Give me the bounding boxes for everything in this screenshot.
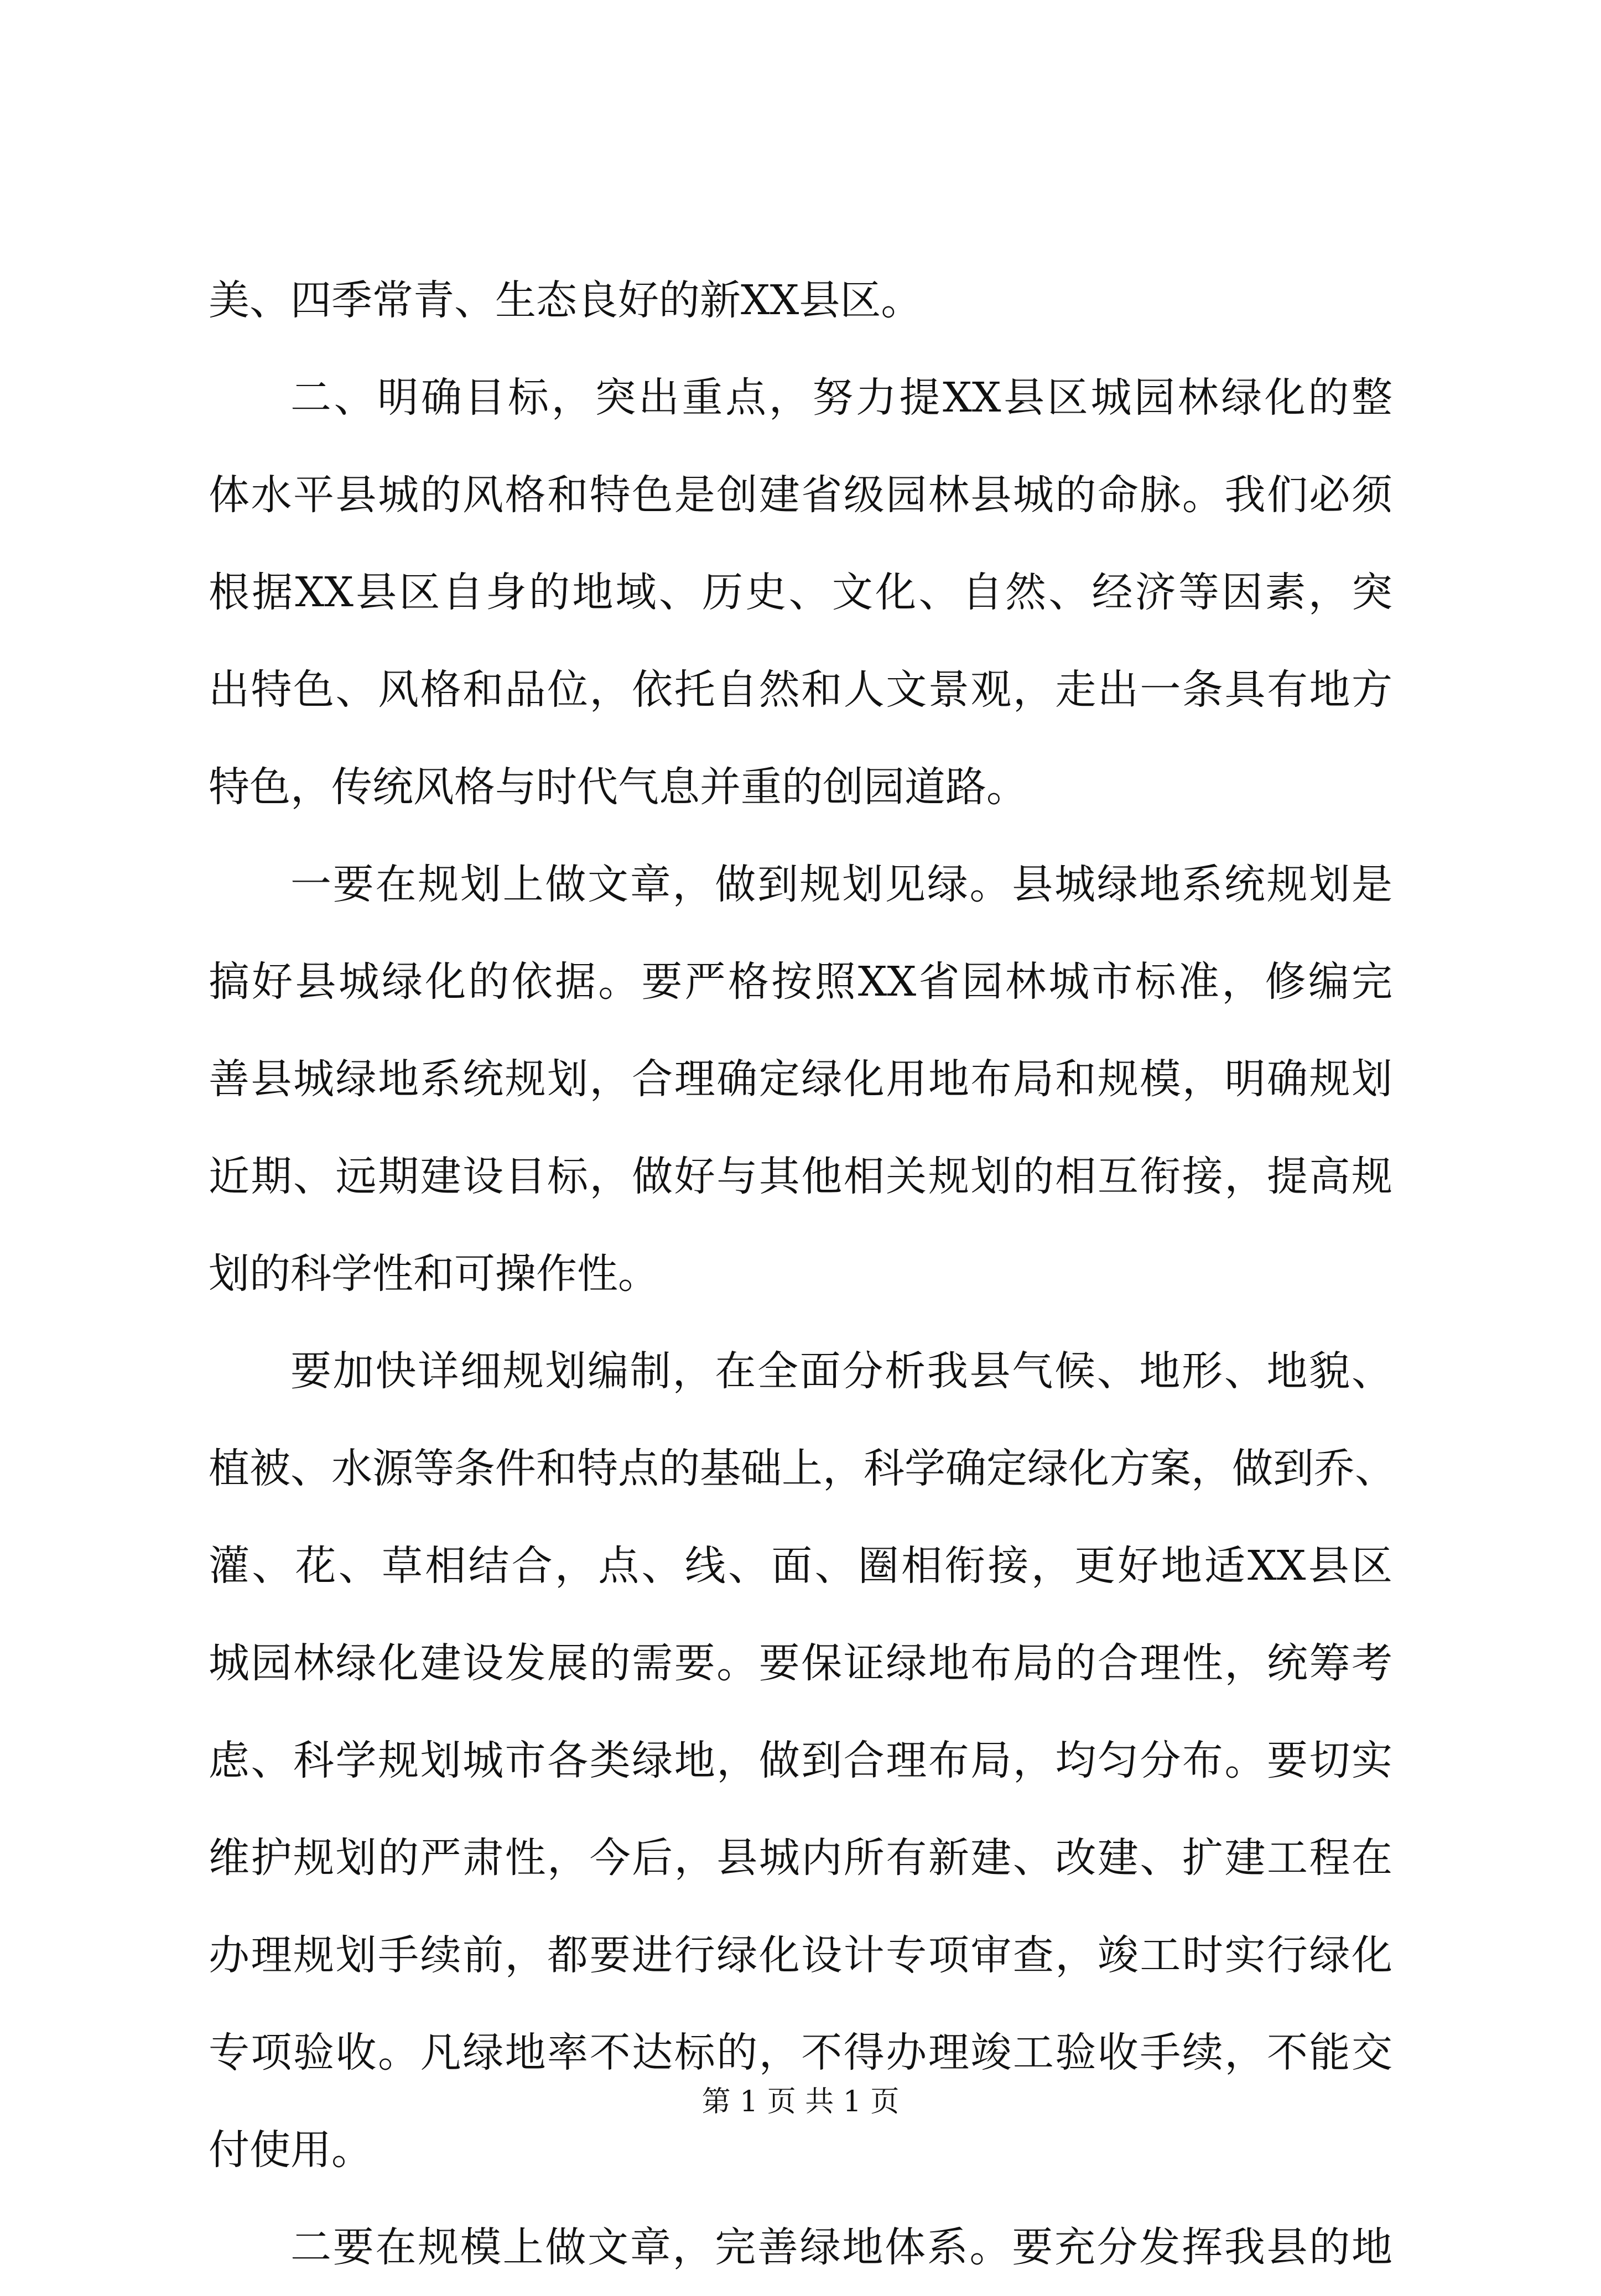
body-text — [209, 252, 1396, 2296]
text-line: 要加快详细规划编制，在全面分析我县气候、地形、地貌、 — [290, 1347, 1392, 1395]
text-line: 维护规划的严肃性，今后，县城内所有新建、改建、扩建工程在 — [209, 1834, 1392, 1882]
text-line: 特色，传统风格与时代气息并重的创园道路。 — [209, 763, 1027, 811]
text-line: 根据XX县区自身的地域、历史、文化、自然、经济等因素，突 — [209, 569, 1392, 616]
text-line: 二要在规模上做文章，完善绿地体系。要充分发挥我县的地 — [290, 2224, 1392, 2271]
text-line: 体水平县城的风格和特色是创建省级园林县城的命脉。我们必须 — [209, 471, 1392, 519]
page-footer — [0, 2080, 1601, 2124]
text-line: 一要在规划上做文章，做到规划见绿。县城绿地系统规划是 — [290, 861, 1392, 908]
text-line: 城园林绿化建设发展的需要。要保证绿地布局的合理性，统筹考 — [209, 1639, 1392, 1687]
text-line: 虑、科学规划城市各类绿地，做到合理布局，均匀分布。要切实 — [209, 1737, 1392, 1784]
text-line: 善县城绿地系统规划，合理确定绿化用地布局和规模，明确规划 — [209, 1055, 1392, 1103]
text-line: 灌、花、草相结合，点、线、面、圈相衔接，更好地适XX县区 — [209, 1542, 1392, 1590]
text-line: 出特色、风格和品位，依托自然和人文景观，走出一条具有地方 — [209, 666, 1392, 714]
text-line: 划的科学性和可操作性。 — [209, 1250, 659, 1298]
text-line: 搞好县城绿化的依据。要严格按照XX省园林城市标准，修编完 — [209, 958, 1392, 1006]
text-line: 近期、远期建设目标，做好与其他相关规划的相互衔接，提高规 — [209, 1153, 1392, 1200]
text-line: 二、明确目标，突出重点，努力提XX县区城园林绿化的整 — [290, 374, 1392, 421]
text-line: 美、四季常青、生态良好的新XX县区。 — [209, 277, 922, 324]
text-line: 植被、水源等条件和特点的基础上，科学确定绿化方案，做到乔、 — [209, 1445, 1396, 1492]
text-line: 付使用。 — [209, 2126, 372, 2174]
text-line: 专项验收。凡绿地率不达标的，不得办理竣工验收手续，不能交 — [209, 2029, 1392, 2076]
page-number-label: 第 1 页 共 1 页 — [701, 2085, 900, 2118]
text-line: 办理规划手续前，都要进行绿化设计专项审查，竣工时实行绿化 — [209, 1931, 1392, 1979]
